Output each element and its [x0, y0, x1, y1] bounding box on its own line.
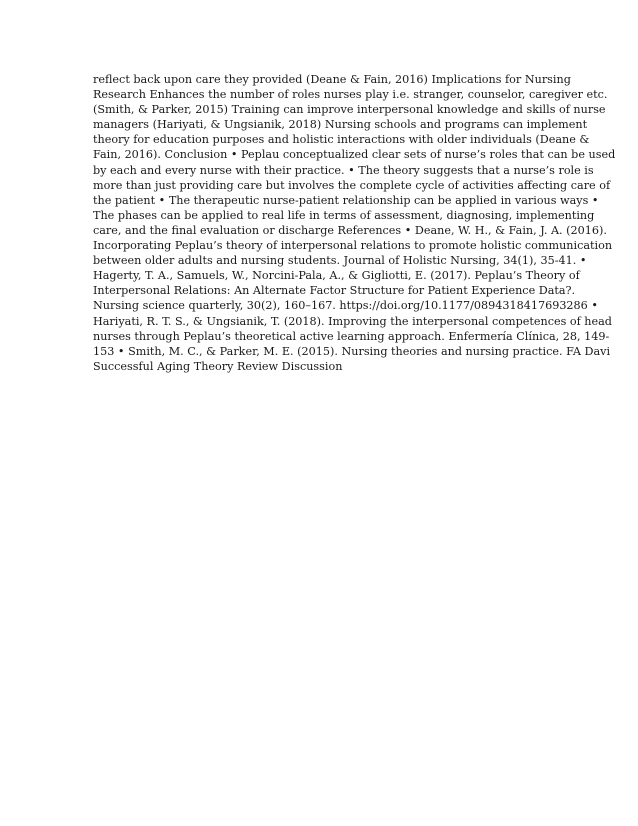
- text-line-6: Fain, 2016). Conclusion • Peplau conceptualized clear sets of nurse’s roles that can be used: [93, 148, 616, 162]
- text-line-5: theory for education purposes and holistic interactions with older individuals (Deane &: [93, 133, 590, 147]
- text-line-9: the patient • The therapeutic nurse-patient relationship can be applied in various ways •: [93, 193, 599, 207]
- text-line-19: 153 • Smith, M. C., & Parker, M. E. (2015). Nursing theories and nursing practice. FA Davi: [93, 344, 611, 358]
- text-line-13: between older adults and nursing students. Journal of Holistic Nursing, 34(1), 35-41. •: [93, 254, 587, 268]
- text-line-7: by each and every nurse with their practice. • The theory suggests that a nurse’s role is: [93, 163, 594, 177]
- text-line-14: Hagerty, T. A., Samuels, W., Norcini-Pala, A., & Gigliotti, E. (2017). Peplau’s Theory of: [93, 269, 580, 283]
- text-line-11: care, and the final evaluation or discharge References • Deane, W. H., & Fain, J. A. (2016).: [93, 223, 607, 237]
- text-line-2: Research Enhances the number of roles nurses play i.e. stranger, counselor, caregiver etc.: [93, 88, 608, 102]
- text-line-8: more than just providing care but involves the complete cycle of activities affecting care of: [93, 178, 611, 192]
- text-line-20: Successful Aging Theory Review Discussion: [93, 359, 343, 373]
- text-line-15: Interpersonal Relations: An Alternate Factor Structure for Patient Experience Data?.: [93, 284, 576, 298]
- text-line-1: reflect back upon care they provided (Deane & Fain, 2016) Implications for Nursing: [93, 73, 571, 86]
- text-line-3: (Smith, & Parker, 2015) Training can improve interpersonal knowledge and skills of nurse: [93, 103, 606, 117]
- text-line-17: Hariyati, R. T. S., & Ungsianik, T. (2018). Improving the interpersonal competences of head: [93, 314, 612, 328]
- text-line-10: The phases can be applied to real life in terms of assessment, diagnosing, implementing: [93, 208, 595, 222]
- text-line-18: nurses through Peplau’s theoretical active learning approach. Enfermería Clínica, 28, 149-: [93, 329, 610, 343]
- text-line-12: Incorporating Peplau’s theory of interpersonal relations to promote holistic communication: [93, 239, 613, 253]
- text-line-16: Nursing science quarterly, 30(2), 160–167. https://doi.org/10.1177/0894318417693286 •: [93, 299, 598, 313]
- body-text: [93, 72, 616, 374]
- text-line-4: managers (Hariyati, & Ungsianik, 2018) Nursing schools and programs can implement: [93, 118, 588, 132]
